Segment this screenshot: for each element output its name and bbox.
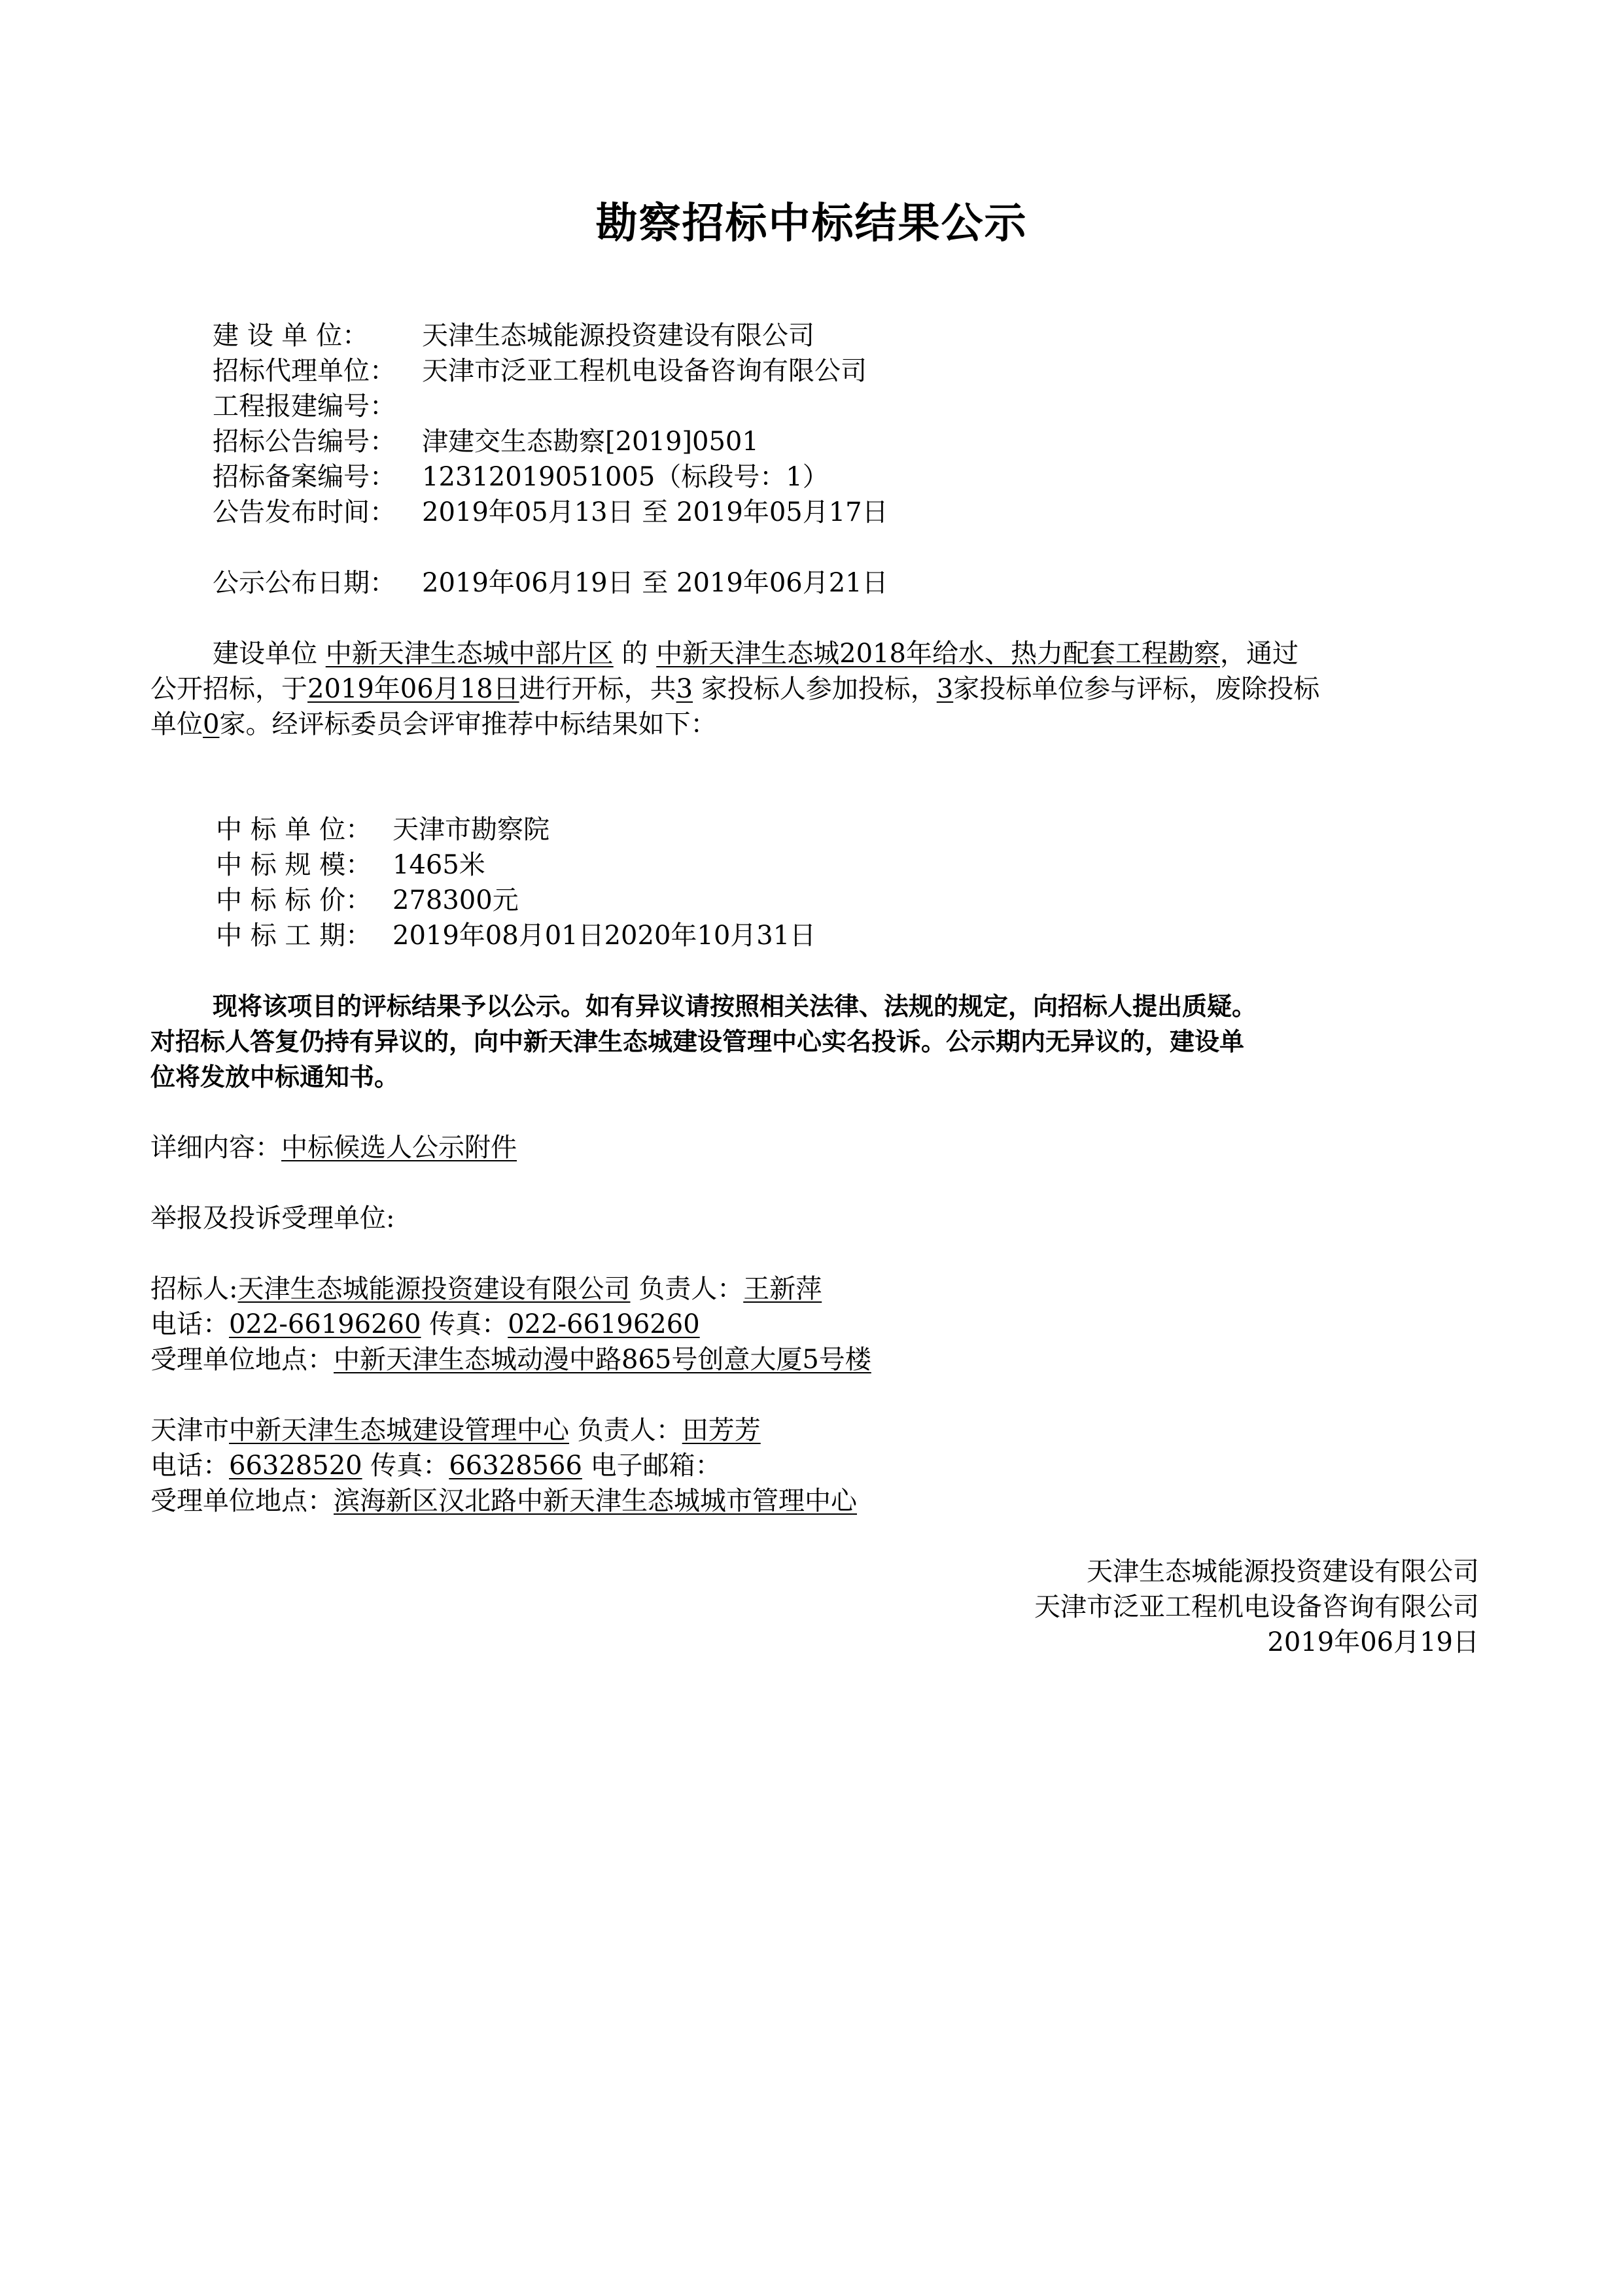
tenderer-row xyxy=(150,1272,822,1306)
tenderer-phone-label: 电话： xyxy=(150,1309,229,1339)
tenderer-address-row xyxy=(150,1343,871,1377)
winner-period-label: 中 标 工 期： xyxy=(216,921,372,951)
admin-fax: 66328566 xyxy=(449,1451,582,1481)
signature-date: 2019年06月19日 xyxy=(1267,1627,1479,1657)
notice-no-row xyxy=(213,425,759,459)
announce-date-value: 2019年06月19日 至 2019年06月21日 xyxy=(422,568,888,598)
agency-label: 招标代理单位： xyxy=(213,356,396,386)
paragraph-text: 单位 xyxy=(150,709,203,739)
record-no-value: 12312019051005（标段号：1） xyxy=(422,462,829,492)
project-no-row xyxy=(213,389,422,423)
notice-line-2: 对招标人答复仍持有异议的，向中新天津生态城建设管理中心实名投诉。公示期内无异议的，建设单 xyxy=(150,1027,1245,1056)
complaint-heading: 举报及投诉受理单位: xyxy=(150,1203,395,1233)
admin-contact: 田芳芳 xyxy=(682,1415,761,1445)
admin-prefix: 天津市 xyxy=(150,1415,229,1445)
paragraph-text: 的 xyxy=(613,639,657,669)
admin-email-label: 电子邮箱： xyxy=(582,1451,722,1481)
bid-open-date: 2019年06月18日 xyxy=(307,674,519,704)
winner-period-value: 2019年08月01日2020年10月31日 xyxy=(393,921,816,951)
attachment-link[interactable]: 中标候选人公示附件 xyxy=(281,1133,517,1163)
detail-label: 详细内容： xyxy=(150,1133,281,1163)
construction-unit-value: 天津生态城能源投资建设有限公司 xyxy=(422,321,814,351)
admin-row xyxy=(150,1413,761,1447)
paragraph-text: 公开招标，于 xyxy=(150,674,307,704)
admin-contact-label: 负责人： xyxy=(569,1415,682,1445)
admin-address-label: 受理单位地点： xyxy=(150,1486,334,1516)
winner-unit-row xyxy=(216,813,550,847)
admin-address-row xyxy=(150,1484,857,1518)
tenderer-label: 招标人: xyxy=(150,1274,238,1304)
tenderer-name: 天津生态城能源投资建设有限公司 xyxy=(237,1274,631,1304)
agency-value: 天津市泛亚工程机电设备咨询有限公司 xyxy=(422,356,867,386)
tenderer-phone-row xyxy=(150,1307,700,1341)
winner-period-row xyxy=(216,919,816,953)
tenderer-fax: 022-66196260 xyxy=(508,1309,700,1339)
winner-price-row xyxy=(216,883,519,917)
signature-org-1: 天津生态城能源投资建设有限公司 xyxy=(1087,1557,1479,1587)
notice-no-value: 津建交生态勘察[2019]0501 xyxy=(422,427,759,457)
tenderer-phone: 022-66196260 xyxy=(229,1309,421,1339)
admin-name: 中新天津生态城建设管理中心 xyxy=(229,1415,569,1445)
paragraph-line-3 xyxy=(150,707,716,741)
notice-line-1: 现将该项目的评标结果予以公示。如有异议请按照相关法律、法规的规定，向招标人提出质疑。 xyxy=(213,992,1257,1021)
announce-date-row xyxy=(213,566,888,600)
paragraph-text: ，通过 xyxy=(1219,639,1299,669)
record-no-row xyxy=(213,460,829,494)
publish-time-label: 公告发布时间： xyxy=(213,497,396,527)
tenderer-fax-label: 传真： xyxy=(421,1309,508,1339)
paragraph-text: 家投标单位参与评标，废除投标 xyxy=(953,674,1320,704)
construction-area-link: 中新天津生态城中部片区 xyxy=(325,639,614,669)
notice-no-label: 招标公告编号： xyxy=(213,427,396,457)
paragraph-text: 家投标人参加投标， xyxy=(693,674,937,704)
announce-date-label: 公示公布日期： xyxy=(213,568,396,598)
winner-scale-row xyxy=(216,848,485,882)
evaluated-count: 3 xyxy=(936,674,954,704)
detail-row xyxy=(150,1131,517,1165)
notice-line-3: 位将发放中标通知书。 xyxy=(150,1063,400,1091)
agency-row xyxy=(213,354,867,388)
project-name: 中新天津生态城2018年给水、热力配套工程勘察 xyxy=(656,639,1220,669)
admin-phone: 66328520 xyxy=(229,1451,362,1481)
bidder-count: 3 xyxy=(676,674,693,704)
project-no-label: 工程报建编号： xyxy=(213,391,396,421)
admin-address: 滨海新区汉北路中新天津生态城城市管理中心 xyxy=(334,1486,857,1516)
removed-count: 0 xyxy=(203,709,220,739)
tenderer-contact-label: 负责人： xyxy=(630,1274,744,1304)
admin-phone-row xyxy=(150,1449,722,1483)
winner-scale-label: 中 标 规 模： xyxy=(216,850,372,880)
tenderer-address: 中新天津生态城动漫中路865号创意大厦5号楼 xyxy=(334,1345,871,1375)
admin-phone-label: 电话： xyxy=(150,1451,229,1481)
signature-org-2: 天津市泛亚工程机电设备咨询有限公司 xyxy=(1034,1592,1479,1622)
tenderer-contact: 王新萍 xyxy=(743,1274,822,1304)
winner-unit-label: 中 标 单 位： xyxy=(216,815,372,845)
construction-unit-label: 建 设 单 位： xyxy=(213,321,369,351)
tenderer-address-label: 受理单位地点： xyxy=(150,1345,334,1375)
winner-price-value: 278300元 xyxy=(393,885,519,915)
paragraph-text: 家。经评标委员会评审推荐中标结果如下： xyxy=(219,709,717,739)
admin-fax-label: 传真： xyxy=(362,1451,449,1481)
winner-scale-value: 1465米 xyxy=(393,850,485,880)
publish-time-value: 2019年05月13日 至 2019年05月17日 xyxy=(422,497,888,527)
winner-unit-value: 天津市勘察院 xyxy=(393,815,550,845)
paragraph-text: 进行开标，共 xyxy=(519,674,676,704)
paragraph-line-1 xyxy=(213,637,1299,671)
paragraph-text: 建设单位 xyxy=(213,639,326,669)
page-title: 勘察招标中标结果公示 xyxy=(595,200,1028,248)
paragraph-line-2 xyxy=(150,672,1319,706)
construction-unit-row xyxy=(213,319,814,353)
winner-price-label: 中 标 标 价： xyxy=(216,885,372,915)
publish-time-row xyxy=(213,495,888,529)
record-no-label: 招标备案编号： xyxy=(213,462,396,492)
